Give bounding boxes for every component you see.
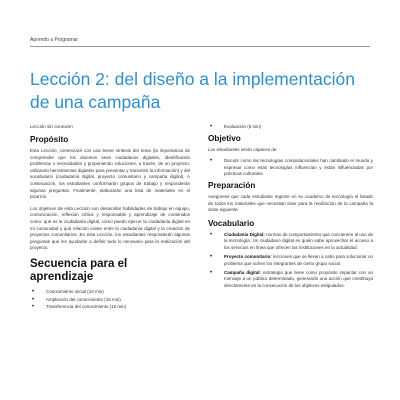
sequence-list [30,289,190,311]
list-item [208,232,373,252]
objective-list [208,158,373,178]
list-item [208,254,373,267]
running-header: Aprendo a Programar [30,37,79,43]
list-item [208,270,373,290]
evaluation-list [208,124,373,131]
objective-intro: Los estudiantes serán capaces de: [208,146,278,152]
bullet-icon: • [210,124,213,130]
bullet-icon: • [32,304,35,311]
list-item-text: Ampliación del conocimiento (15 min) [46,296,121,302]
vocabulary-term: Campaña digital: [224,269,261,275]
list-item [208,158,373,178]
list-item [30,289,190,296]
header-divider [30,46,370,47]
bullet-icon: • [210,254,213,261]
right-column [208,124,373,292]
sequence-heading: Secuencia para el aprendizaje [30,257,128,283]
objective-heading: Objetivo [208,133,241,143]
bullet-icon: • [32,288,35,295]
list-item [30,297,190,304]
vocabulary-definition: normas de comportamiento que conciernen al uso de la tecnología. Un ciudadano digital es quién sabe aprovechar el acceso a los servicios en línea que ofrecen las instituciones en la actualidad. [224,231,373,250]
vocabulary-term: Proyecto comunitario: [224,254,272,260]
preparation-paragraph: Asegúrese que cada estudiante registre en su cuaderno de tecnología el listado de todos los materiales que necesitan traer para la realización de la campaña la clase siguiente. [208,193,373,213]
vocabulary-definition: lecciones que se llevan a cabo para solucionar un problema que sufren los integrantes de cierto grupo social. [224,254,373,266]
left-column [30,124,190,312]
bullet-icon: • [210,269,213,276]
purpose-heading: Propósito [30,135,69,144]
list-item-text: Transferencia del conocimiento (15 min) [46,304,127,310]
bullet-icon: • [210,158,213,165]
connection-label: Lección sin conexión [30,124,73,129]
vocabulary-list [208,232,373,290]
purpose-paragraph-1: Esta Lección, comenzará con una breve síntesis del tema (la importancia de comprender que los alumnos sean ciudadanos digitales, identificando problemas o necesidades y proponiendo soluciones, a través, de un proyecto, utilizando herramientas digitales para presentar y transmitir la información) y del vocabulario (ciudadanía digital, proyecto comunitario y campaña digital). A continuación, los estudiantes conformarán grupos de trabajo y responderán algunas preguntas. Finalmente, elaborarán una lista de materiales en el pizarrón. [30,148,190,200]
vocabulary-term: Ciudadanía Digital: [224,231,265,237]
list-item [30,304,190,311]
list-item-text: Discutir como las tecnologías computacionales han cambiado el mundo y expresar como esas tecnologías influencian y están influenciadas por prácticas culturales. [224,158,373,177]
preparation-heading: Preparación [208,180,256,190]
bullet-icon: • [210,231,213,238]
page-title: Lección 2: del diseño a la implementación de una campaña [30,69,355,112]
list-item [208,124,373,131]
list-item-text: Evaluación (5 min) [224,124,262,129]
purpose-paragraph-2: Los objetivos de esta Lección son desarrollar habilidades de trabajo en equipo, comunicación, reflexión crítica y responsable y aprendizaje de contenidos como: qué es la ciudadanía digital, cómo puedo ejercer la ciudadanía digital en mi comunidad y qué relación existe entre la ciudadanía digital y la creación de proyectos comunitarios. En esta Lección, los estudiantes responderán algunas preguntas que les ayudarán a definir todo lo necesario para la realización del proyecto. [30,205,190,251]
bullet-icon: • [32,296,35,303]
vocabulary-definition: estrategia que tiene como propósito impactar con un mensaje a un público determinado, generando una acción que contribuya directamente en la consecución de los objetivos estipulados. [224,269,373,288]
list-item-text: Conocimiento inicial (10 min) [46,288,104,294]
vocabulary-heading: Vocabulario [208,218,255,228]
